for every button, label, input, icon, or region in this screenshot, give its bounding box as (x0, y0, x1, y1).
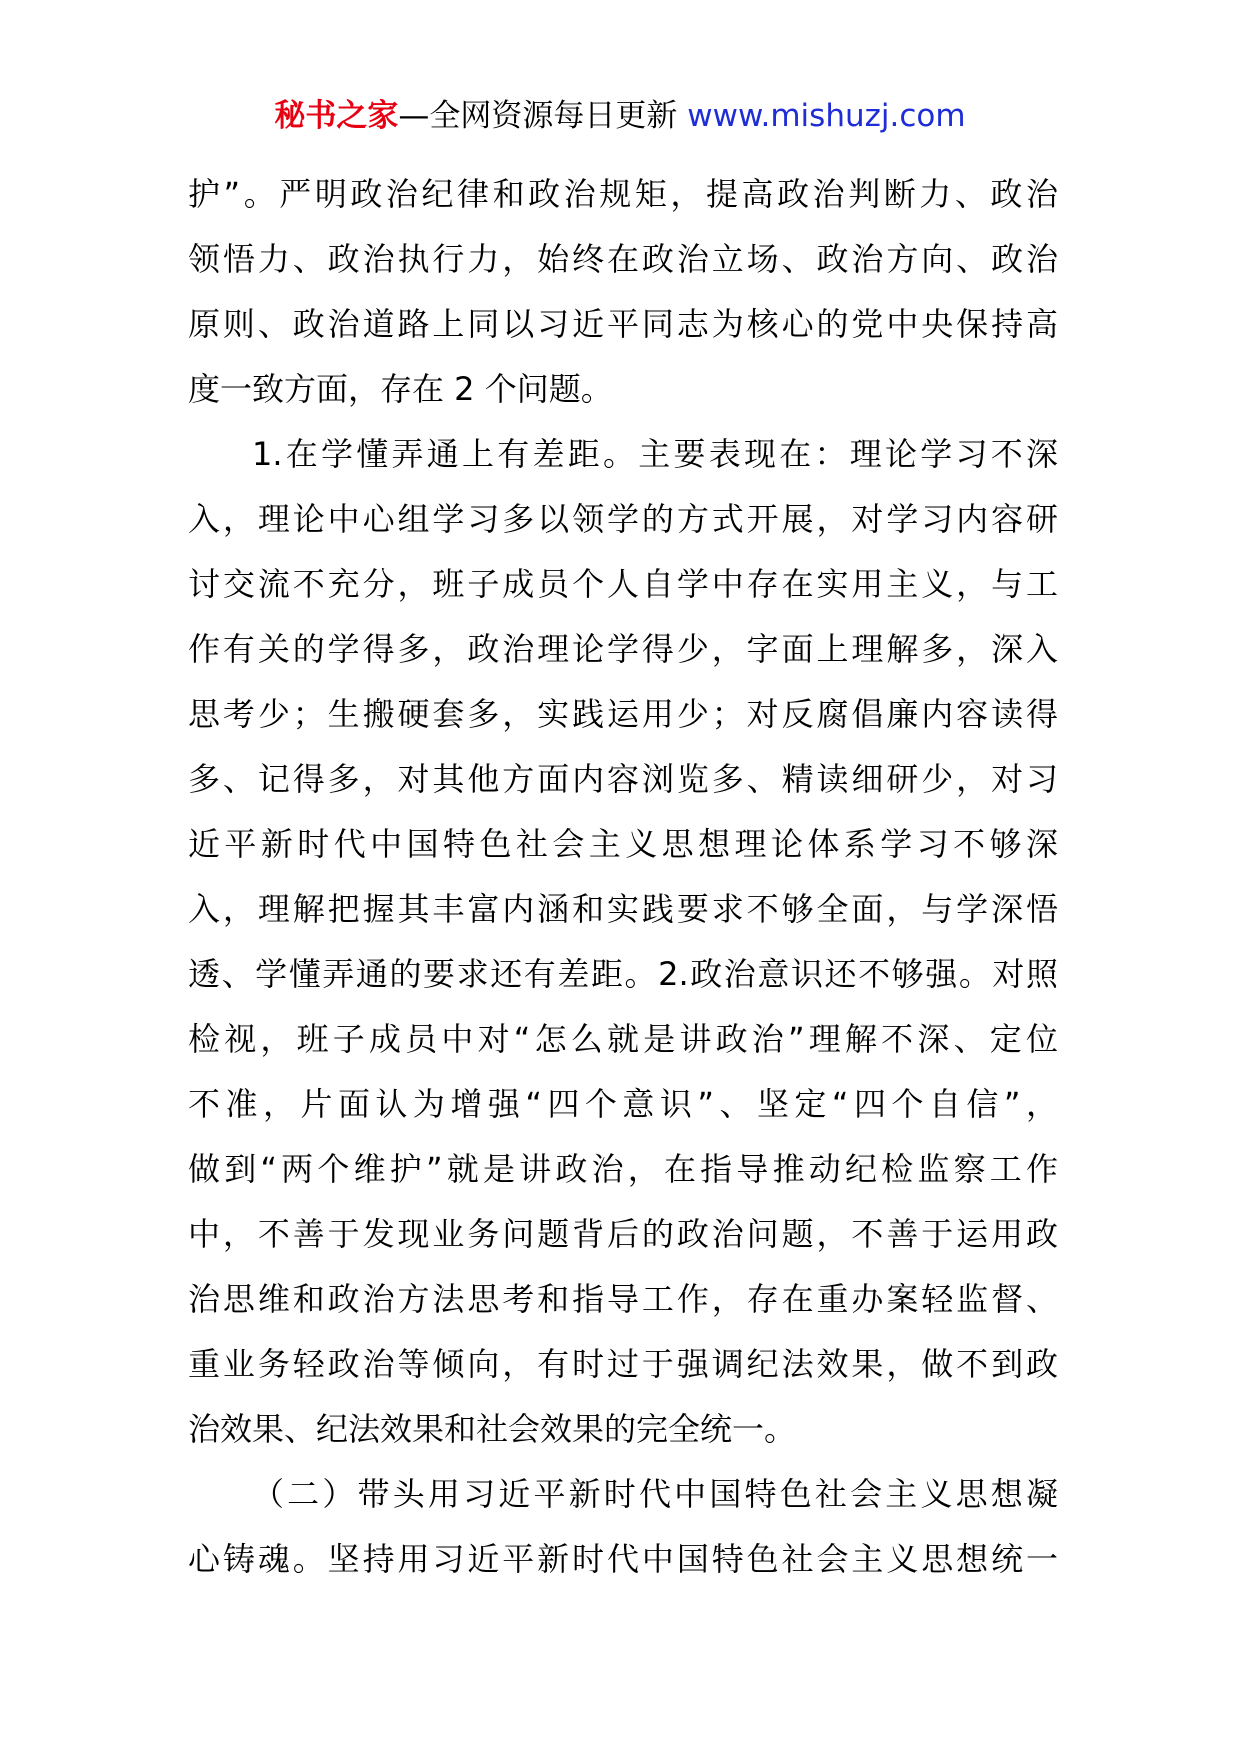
text-line: 作有关的学得多，政治理论学得少，字面上理解多，深入 (188, 630, 1058, 668)
text-line: 1.在学懂弄通上有差距。主要表现在：理论学习不深 (252, 435, 1058, 473)
document-body (188, 162, 1058, 1592)
text-line: 做到“两个维护”就是讲政治，在指导推动纪检监察工作 (188, 1150, 1058, 1188)
text-line: 入，理论中心组学习多以领学的方式开展，对学习内容研 (188, 500, 1058, 538)
text-line: 不准，片面认为增强“四个意识”、坚定“四个自信”， (188, 1085, 1058, 1123)
text-line: 原则、政治道路上同以习近平同志为核心的党中央保持高 (188, 305, 1058, 343)
text-line: （二）带头用习近平新时代中国特色社会主义思想凝 (252, 1475, 1058, 1513)
site-brand: 秘书之家 (274, 98, 399, 134)
site-tagline: —全网资源每日更新 (398, 98, 688, 134)
site-url-link[interactable]: www.mishuzj.com (687, 98, 966, 134)
text-line: 中，不善于发现业务问题背后的政治问题，不善于运用政 (188, 1215, 1058, 1253)
text-line: 思考少；生搬硬套多，实践运用少；对反腐倡廉内容读得 (188, 695, 1058, 733)
text-line: 领悟力、政治执行力，始终在政治立场、政治方向、政治 (188, 240, 1058, 278)
text-line: 讨交流不充分，班子成员个人自学中存在实用主义，与工 (188, 565, 1058, 603)
text-line: 治效果、纪法效果和社会效果的完全统一。 (188, 1410, 797, 1448)
text-line: 心铸魂。坚持用习近平新时代中国特色社会主义思想统一 (188, 1540, 1058, 1578)
site-header (0, 96, 1240, 136)
text-line: 重业务轻政治等倾向，有时过于强调纪法效果，做不到政 (188, 1345, 1058, 1383)
text-line: 入，理解把握其丰富内涵和实践要求不够全面，与学深悟 (188, 890, 1058, 928)
text-line: 近平新时代中国特色社会主义思想理论体系学习不够深 (188, 825, 1058, 863)
text-line: 多、记得多，对其他方面内容浏览多、精读细研少，对习 (188, 760, 1058, 798)
text-line: 治思维和政治方法思考和指导工作，存在重办案轻监督、 (188, 1280, 1058, 1318)
text-line: 透、学懂弄通的要求还有差距。2.政治意识还不够强。对照 (188, 955, 1058, 993)
text-line: 检视，班子成员中对“怎么就是讲政治”理解不深、定位 (188, 1020, 1058, 1058)
text-line: 护”。严明政治纪律和政治规矩，提高政治判断力、政治 (188, 175, 1058, 213)
text-line: 度一致方面，存在 2 个问题。 (188, 370, 613, 408)
